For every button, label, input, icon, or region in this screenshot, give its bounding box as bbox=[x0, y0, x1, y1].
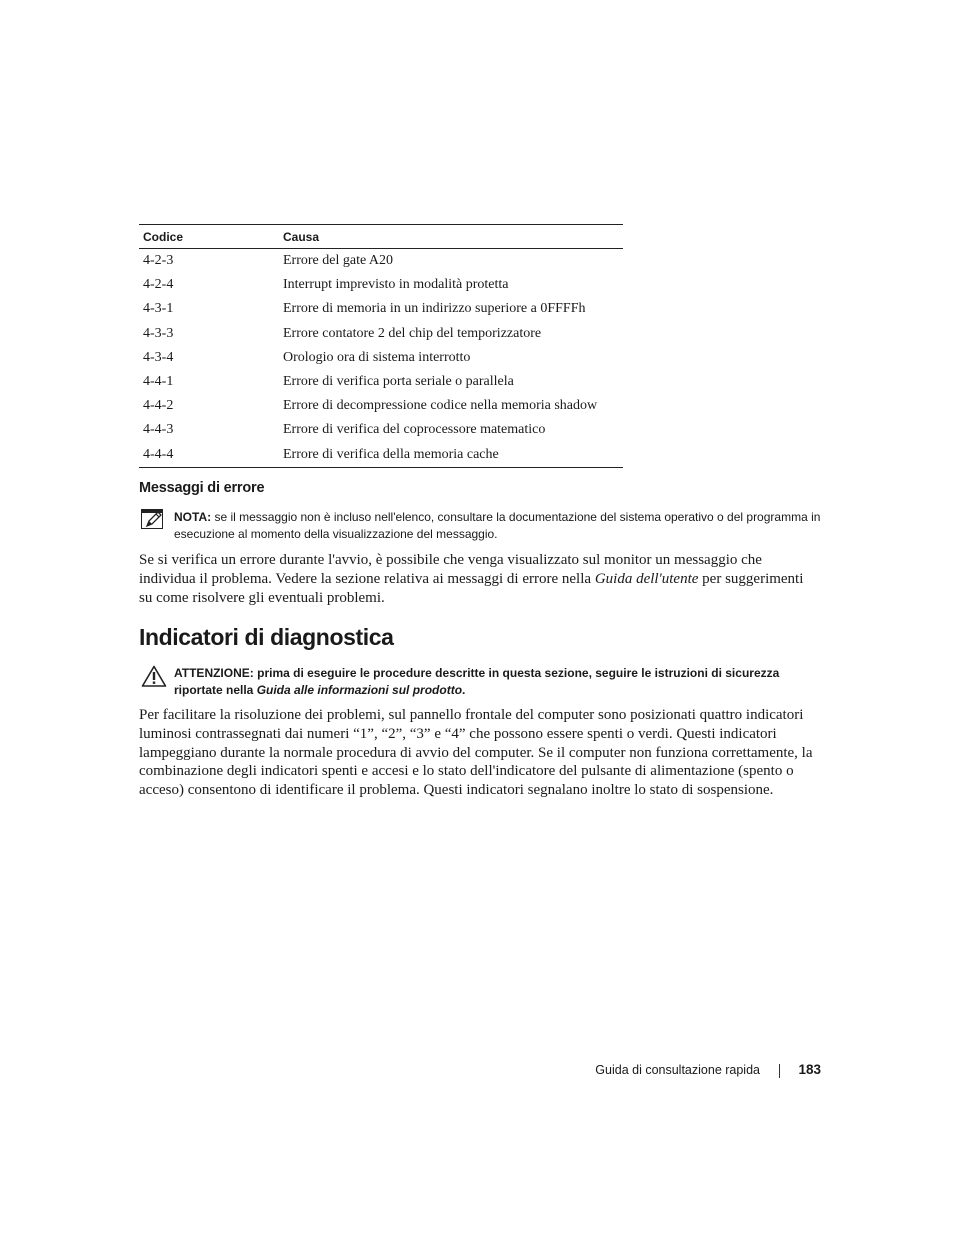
paragraph-text: per suggerimenti su come risolvere gli eventuali problemi. bbox=[139, 570, 804, 606]
table-cell-cause: Errore di memoria in un indirizzo superiore a 0FFFFh bbox=[283, 301, 586, 317]
table-row bbox=[139, 443, 623, 468]
table-row bbox=[139, 418, 623, 442]
page-footer bbox=[560, 1061, 822, 1081]
table-row bbox=[139, 297, 623, 321]
note-label: NOTA: bbox=[174, 510, 212, 524]
footer-separator bbox=[779, 1064, 780, 1078]
warning-box bbox=[141, 665, 821, 699]
section-heading-error-messages: Messaggi di errore bbox=[139, 480, 265, 496]
column-header-code: Codice bbox=[139, 225, 279, 249]
table-cell-code: 4-2-3 bbox=[143, 253, 174, 269]
table-cell-cause: Interrupt imprevisto in modalità protetta bbox=[283, 277, 509, 293]
page-number: 183 bbox=[798, 1062, 821, 1077]
table-row bbox=[139, 273, 623, 297]
table-cell-cause: Orologio ora di sistema interrotto bbox=[283, 349, 471, 365]
table-cell-cause: Errore di verifica del coprocessore matematico bbox=[283, 422, 546, 438]
note-text: se il messaggio non è incluso nell'elenco, consultare la documentazione del sistema operativo o del programma in esecuzione al momento della visualizzazione del messaggio. bbox=[174, 510, 821, 541]
table-cell-code: 4-3-1 bbox=[143, 301, 174, 317]
error-messages-paragraph bbox=[139, 551, 819, 607]
table-cell-cause: Errore di verifica porta seriale o parallela bbox=[283, 374, 514, 390]
error-code-table bbox=[139, 224, 623, 468]
table-row bbox=[139, 346, 623, 370]
table-header-row bbox=[139, 225, 623, 249]
warning-text: prima di eseguire le procedure descritte in questa sezione, seguire le istruzioni di sicurezza riportate nella bbox=[174, 666, 780, 697]
user-guide-reference: Guida dell'utente bbox=[594, 570, 699, 587]
section-heading-diagnostic-lights: Indicatori di diagnostica bbox=[139, 624, 394, 650]
note-box bbox=[141, 509, 821, 543]
table-cell-code: 4-4-4 bbox=[143, 446, 174, 462]
table-cell-cause: Errore di decompressione codice nella memoria shadow bbox=[283, 398, 598, 414]
warning-text-end: . bbox=[462, 683, 466, 697]
diagnostic-lights-paragraph: Per facilitare la risoluzione dei problemi, sul pannello frontale del computer sono posizionati quattro indicatori luminosi contrassegnati dai numeri “1”, “2”, “3” e “4” che possono essere spenti o verdi. Questi indicatori lampeggiano durante la normale procedura di avvio del computer. Se il computer non funziona correttamente, la combinazione degli indicatori spenti e accesi e lo stato dell'indicatore del pulsante di alimentazione (spento o acceso) consentono di identificare il problema. Questi indicatori segnalano inoltre lo stato di sospensione. bbox=[139, 707, 813, 799]
warning-label: ATTENZIONE: bbox=[174, 666, 254, 680]
table-cell-cause: Errore di verifica della memoria cache bbox=[283, 446, 499, 462]
warning-triangle-icon bbox=[141, 665, 167, 687]
table-cell-code: 4-3-3 bbox=[143, 325, 174, 341]
footer-title: Guida di consultazione rapida bbox=[595, 1063, 760, 1077]
table-row bbox=[139, 322, 623, 346]
table-cell-cause: Errore del gate A20 bbox=[283, 253, 394, 269]
table-cell-cause: Errore contatore 2 del chip del temporizzatore bbox=[283, 325, 542, 341]
table-cell-code: 4-4-2 bbox=[143, 398, 174, 414]
table-cell-code: 4-4-3 bbox=[143, 422, 174, 438]
table-cell-code: 4-2-4 bbox=[143, 277, 174, 293]
product-info-guide-reference: Guida alle informazioni sul prodotto bbox=[256, 683, 463, 697]
paragraph-text: Se si verifica un errore durante l'avvio, è possibile che venga visualizzato sul monitor un messaggio che individua il problema. Vedere la sezione relativa ai messaggi di errore nella bbox=[139, 552, 762, 587]
pencil-note-icon bbox=[141, 509, 167, 531]
table-row bbox=[139, 249, 623, 274]
table-cell-code: 4-3-4 bbox=[143, 349, 174, 365]
table-row bbox=[139, 394, 623, 418]
table-row bbox=[139, 370, 623, 394]
column-header-cause: Causa bbox=[279, 225, 623, 249]
table-cell-code: 4-4-1 bbox=[143, 374, 174, 390]
